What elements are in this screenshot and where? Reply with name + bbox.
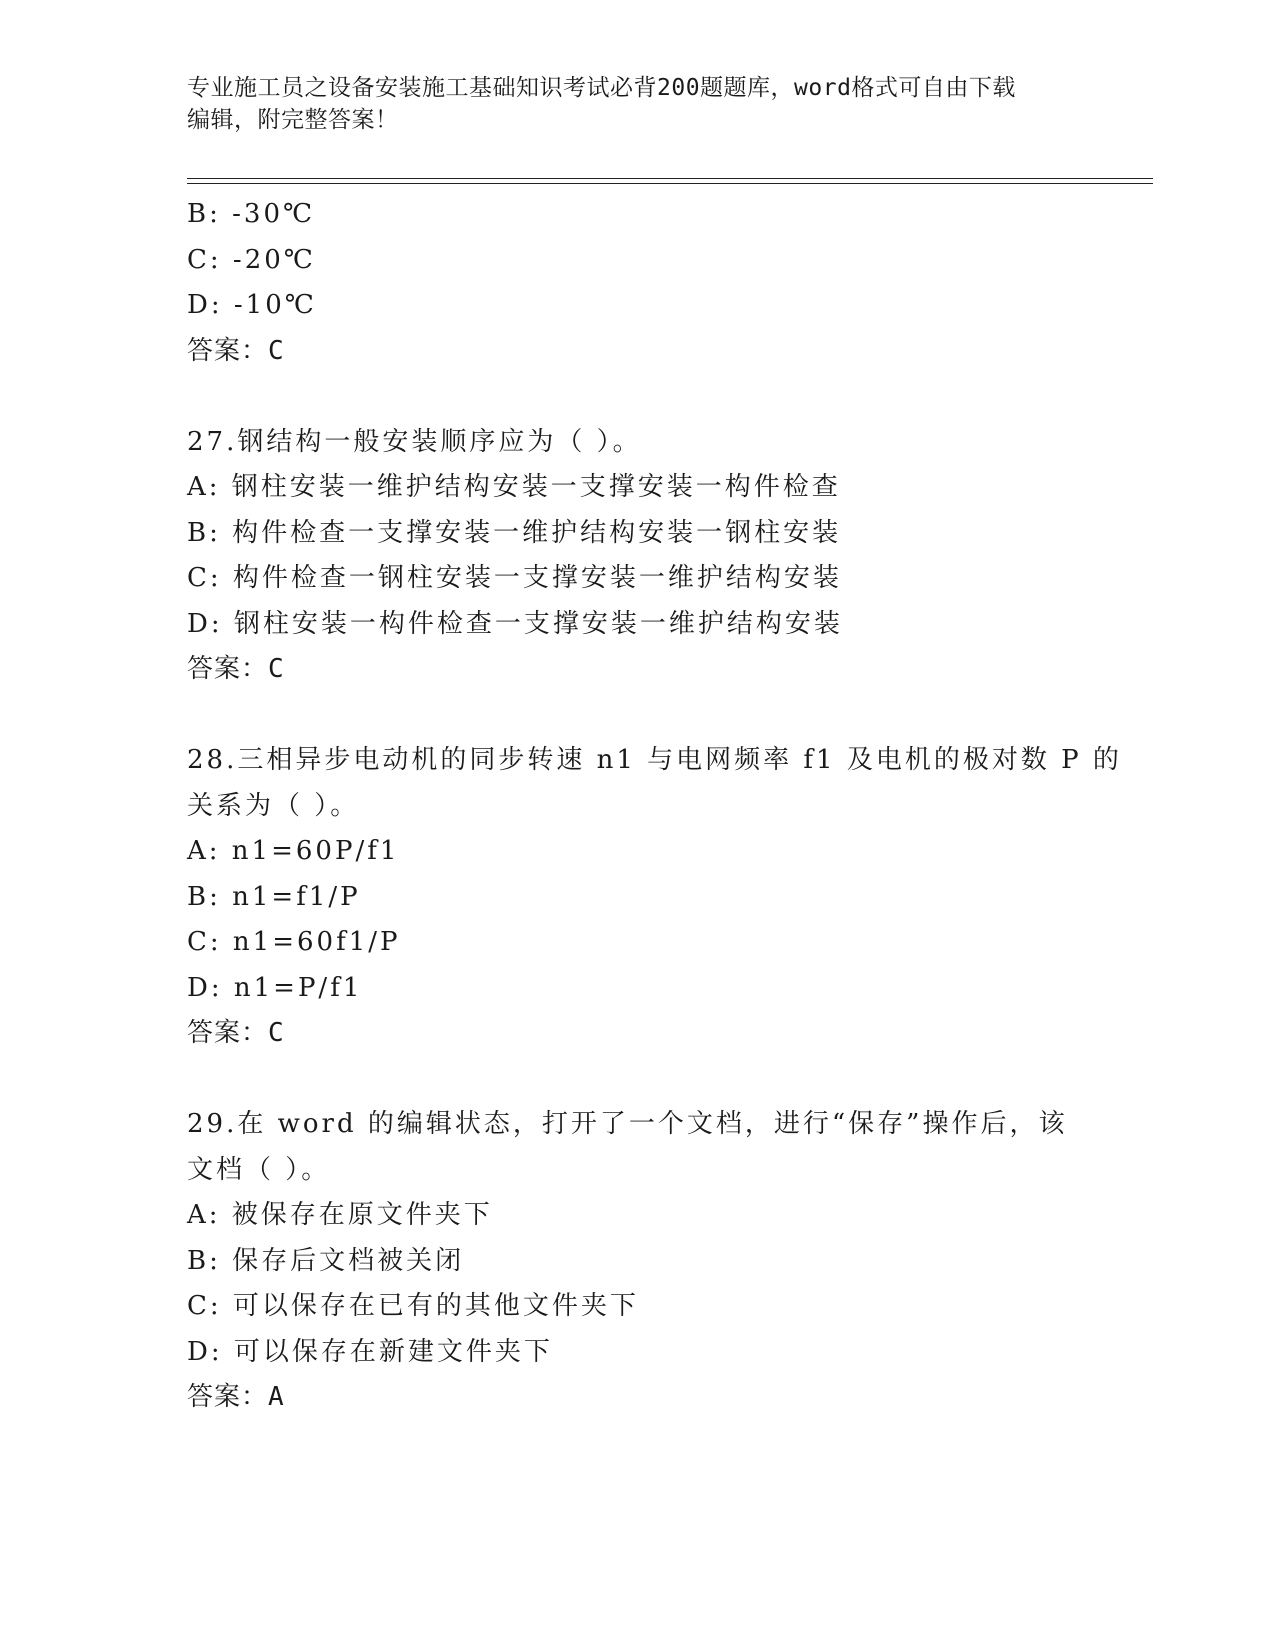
answer (187, 1375, 1087, 1421)
option-b: B: n1=f1/P (187, 881, 361, 912)
answer-label: 答案： (187, 1018, 269, 1048)
question-stem-line-1: 28.三相异步电动机的同步转速 n1 与电网频率 f1 及电机的极对数 P 的 (187, 745, 1122, 775)
option-c: C: 可以保存在已有的其他文件夹下 (187, 1291, 639, 1321)
answer (187, 329, 1087, 375)
answer (187, 1011, 1087, 1057)
question-stem-line-2: 关系为（ ）。 (187, 790, 360, 821)
option-b: B: 保存后文档被关闭 (187, 1245, 465, 1276)
question-stem: 27.钢结构一般安装顺序应为（ ）。 (187, 426, 642, 457)
option-d: D: -10℃ (187, 290, 317, 320)
option-d: D: n1=P/f1 (187, 972, 363, 1003)
question-stem-line-2: 文档（ ）。 (187, 1154, 331, 1185)
document-header (187, 72, 1087, 136)
header-title-line-2: 编辑，附完整答案！ (187, 107, 399, 133)
spacer (187, 693, 1087, 739)
option-d: D: 钢柱安装一构件检查一支撑安装一维护结构安装 (187, 608, 843, 639)
question-28 (187, 738, 1122, 1057)
answer-label: 答案： (187, 335, 269, 366)
answer-label: 答案： (187, 1382, 269, 1412)
header-title-line-1: 专业施工员之设备安装施工基础知识考试必背200题题库，word格式可自由下载 (187, 75, 1016, 101)
answer-label: 答案： (187, 654, 269, 684)
spacer (187, 1057, 1087, 1103)
document-body (187, 192, 1122, 1421)
answer-value: C (268, 1018, 285, 1048)
option-a: A: 钢柱安装一维护结构安装一支撑安装一构件检查 (187, 472, 841, 502)
question-27 (187, 420, 1087, 693)
option-c: C: -20℃ (187, 244, 316, 275)
answer-value: C (268, 335, 285, 366)
option-b: B: -30℃ (187, 199, 316, 229)
spacer (187, 374, 1087, 420)
question-stem-line-1: 29.在 word 的编辑状态，打开了一个文档，进行“保存”操作后，该 (187, 1109, 1068, 1139)
option-c: C: n1=60f1/P (187, 927, 401, 957)
answer-value: C (268, 654, 285, 684)
option-a: A: n1=60P/f1 (187, 836, 400, 866)
option-d: D: 可以保存在新建文件夹下 (187, 1336, 553, 1367)
header-divider-bottom (187, 183, 1153, 184)
answer (187, 647, 1087, 693)
question-26-continued (187, 192, 1087, 374)
question-29 (187, 1102, 1087, 1421)
answer-value: A (268, 1382, 285, 1412)
option-c: C: 构件检查一钢柱安装一支撑安装一维护结构安装 (187, 563, 842, 593)
header-divider-top (187, 178, 1153, 179)
option-a: A: 被保存在原文件夹下 (187, 1200, 493, 1230)
option-b: B: 构件检查一支撑安装一维护结构安装一钢柱安装 (187, 517, 842, 548)
